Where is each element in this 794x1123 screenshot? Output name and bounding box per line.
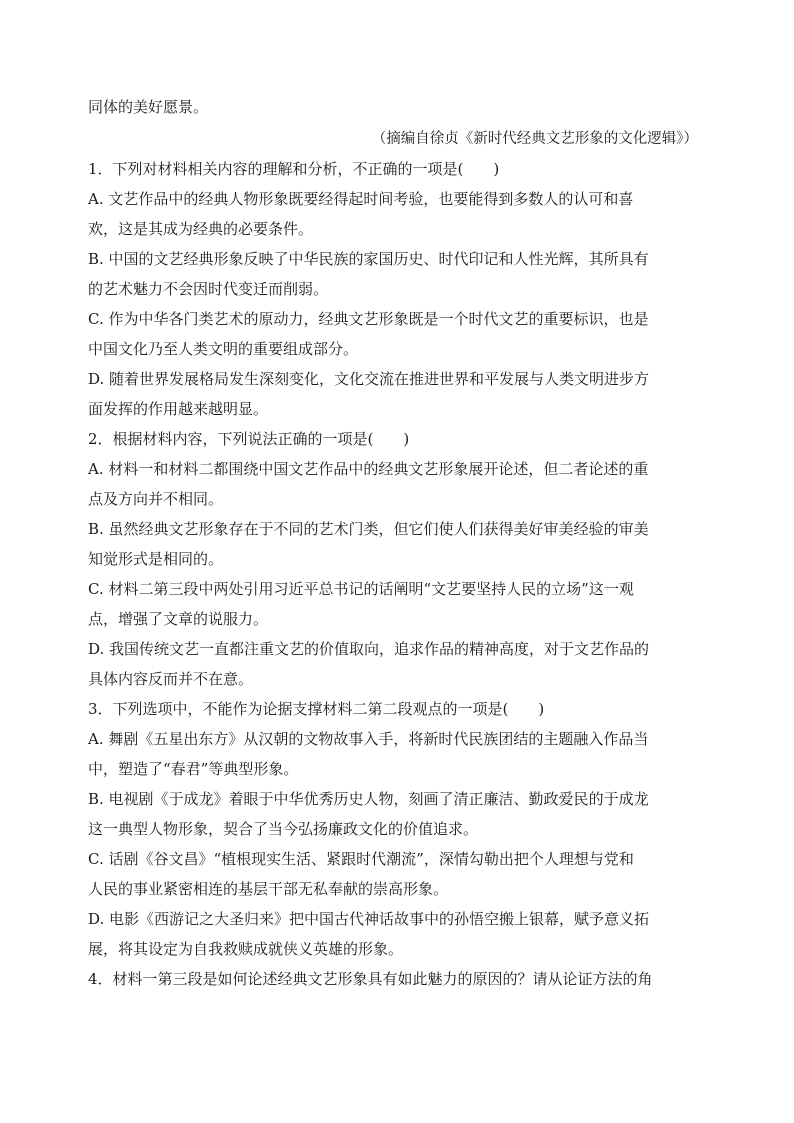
text-line: 人民的事业紧密相连的基层干部无私奉献的崇高形象。 bbox=[88, 880, 449, 898]
question-1-option-a: A. 文艺作品中的经典人物形象既要经得起时间考验，也要能得到多数人的认可和喜 bbox=[88, 190, 634, 208]
text-line: 欢，这是其成为经典的必要条件。 bbox=[88, 220, 314, 238]
text-line: 点，增强了文章的说服力。 bbox=[88, 610, 269, 628]
source-citation: （摘编自徐贞《新时代经典文艺形象的文化逻辑》） bbox=[371, 131, 698, 147]
question-2-option-d: D. 我国传统文艺一直都注重文艺的价值取向，追求作品的精神高度，对于文艺作品的 bbox=[88, 640, 650, 658]
question-3-option-b: B. 电视剧《于成龙》着眼于中华优秀历史人物，刻画了清正廉洁、勤政爱民的于成龙 bbox=[88, 790, 649, 808]
question-2-option-a: A. 材料一和材料二都围绕中国文艺作品中的经典文艺形象展开论述，但二者论述的重 bbox=[88, 460, 649, 478]
question-1-stem: 1．下列对材料相关内容的理解和分析，不正确的一项是( ) bbox=[88, 160, 500, 178]
question-3-option-a: A. 舞剧《五星出东方》从汉朝的文物故事入手，将新时代民族团结的主题融入作品当 bbox=[88, 730, 649, 748]
text-line: 面发挥的作用越来越明显。 bbox=[88, 400, 269, 418]
question-2-option-c: C. 材料二第三段中两处引用习近平总书记的话阐明“文艺要坚持人民的立场”这一观 bbox=[88, 580, 634, 598]
text-line: 同体的美好愿景。 bbox=[88, 98, 209, 116]
question-1-option-b: B. 中国的文艺经典形象反映了中华民族的家国历史、时代印记和人性光辉，其所具有 bbox=[88, 250, 649, 268]
question-3-option-c: C. 话剧《谷文昌》“植根现实生活、紧跟时代潮流”，深情勾勒出把个人理想与党和 bbox=[88, 850, 634, 868]
question-1-option-d: D. 随着世界发展格局发生深刻变化，文化交流在推进世界和平发展与人类文明进步方 bbox=[88, 370, 650, 388]
question-3-stem: 3．下列选项中，不能作为论据支撑材料二第二段观点的一项是( ) bbox=[88, 700, 545, 718]
text-line: 具体内容反而并不在意。 bbox=[88, 670, 254, 688]
text-line: 这一典型人物形象，契合了当今弘扬廉政文化的价值追求。 bbox=[88, 820, 479, 838]
text-line: 展，将其设定为自我救赎成就侠义英雄的形象。 bbox=[88, 940, 404, 958]
text-line: 的艺术魅力不会因时代变迁而削弱。 bbox=[88, 280, 329, 298]
question-2-option-b: B. 虽然经典文艺形象存在于不同的艺术门类，但它们使人们获得美好审美经验的审美 bbox=[88, 520, 649, 538]
question-2-stem: 2．根据材料内容，下列说法正确的一项是( ) bbox=[88, 430, 410, 448]
text-line: 中国文化乃至人类文明的重要组成部分。 bbox=[88, 340, 359, 358]
question-3-option-d: D. 电影《西游记之大圣归来》把中国古代神话故事中的孙悟空搬上银幕，赋予意义拓 bbox=[88, 910, 650, 928]
question-4-stem: 4．材料一第三段是如何论述经典文艺形象具有如此魅力的原因的？请从论证方法的角 bbox=[88, 970, 653, 988]
text-line: 知觉形式是相同的。 bbox=[88, 550, 224, 568]
document-body bbox=[88, 90, 700, 994]
text-line: 点及方向并不相同。 bbox=[88, 490, 224, 508]
question-1-option-c: C. 作为中华各门类艺术的原动力，经典文艺形象既是一个时代文艺的重要标识，也是 bbox=[88, 310, 649, 328]
text-line: 中，塑造了“春君”等典型形象。 bbox=[88, 760, 299, 778]
